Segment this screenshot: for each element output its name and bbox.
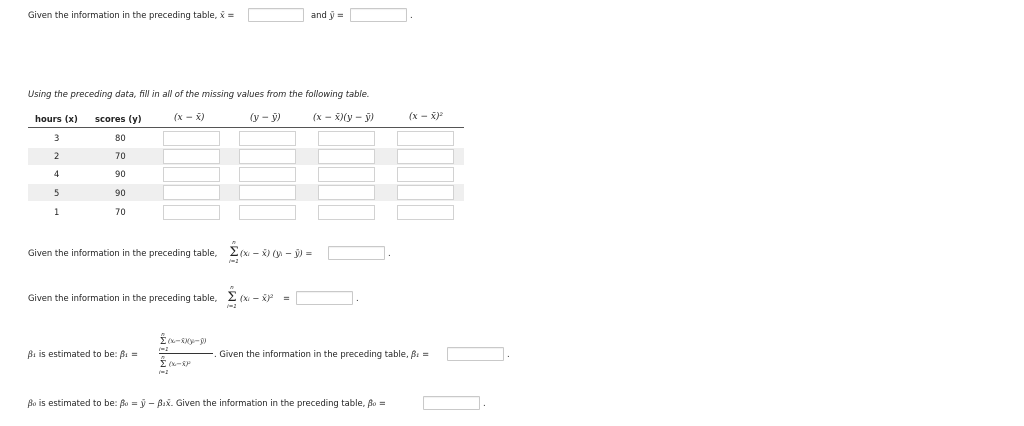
- q1-prefix: Given the information in the preceding table,: [28, 10, 218, 20]
- numerator-sigma: Σ: [159, 337, 167, 347]
- q1-equals-2: =: [336, 10, 344, 20]
- sum-products-input[interactable]: [328, 246, 385, 260]
- row5-x-dev-input[interactable]: [163, 205, 220, 220]
- fraction-bar: [159, 353, 213, 354]
- sum-squares-input[interactable]: [296, 291, 353, 305]
- q2-sigma-lower: i=1: [229, 259, 239, 265]
- q2-sigma-block: [229, 240, 239, 265]
- q4-equals-2: =: [422, 349, 430, 359]
- row5-product-input[interactable]: [318, 205, 375, 220]
- q5-equals: =: [378, 398, 386, 408]
- row2-y-dev-input[interactable]: [239, 149, 296, 164]
- q4-given: [214, 348, 429, 360]
- beta0-input[interactable]: [423, 396, 480, 410]
- q4-prompt: [28, 348, 138, 360]
- beta1-symbol: β₁: [28, 349, 37, 359]
- cell-score: 70: [115, 151, 126, 161]
- q5-given-text: Given the information in the preceding table,: [175, 398, 366, 408]
- header-scores: scores (y): [95, 114, 142, 124]
- q1-and: [311, 9, 344, 21]
- row4-x-dev-input[interactable]: [163, 185, 220, 200]
- q1-prompt: [28, 9, 234, 21]
- cell-score: 90: [115, 169, 126, 179]
- denominator-sigma-upper: n: [161, 355, 165, 361]
- q2-sigma: Σ: [229, 245, 239, 260]
- denominator-sigma: Σ: [159, 360, 167, 370]
- header-xy-product: (x − x̄)(y − ȳ): [313, 113, 374, 123]
- q3-sigma-lower: i=1: [227, 304, 237, 310]
- q3-sigma-block: [227, 285, 237, 310]
- header-hours: hours (x): [35, 114, 78, 124]
- q4-given-text: . Given the information in the preceding table,: [214, 349, 409, 359]
- q5-estimated-label: is estimated to be:: [38, 398, 118, 408]
- cell-score: 80: [115, 133, 126, 143]
- xbar-symbol: x̄: [219, 10, 225, 20]
- q2-sigma-upper: n: [232, 240, 236, 246]
- q5-prompt: [28, 397, 386, 409]
- row5-y-dev-input[interactable]: [239, 205, 296, 220]
- cell-hours: 4: [54, 169, 60, 179]
- ybar-symbol: ȳ: [329, 10, 335, 20]
- row2-x-dev-input[interactable]: [163, 149, 220, 164]
- table-instruction: Using the preceding data, fill in all of the missing values from the following table.: [28, 89, 370, 99]
- cell-score: 90: [115, 188, 126, 198]
- cell-score: 70: [115, 207, 126, 217]
- ybar-input[interactable]: [350, 8, 407, 22]
- numerator-sigma-lower: i=1: [159, 347, 169, 353]
- cell-hours: 3: [54, 133, 60, 143]
- row4-product-input[interactable]: [318, 185, 375, 200]
- beta1-hat-symbol-2: β̂₁: [411, 349, 420, 359]
- q4-period: .: [507, 349, 510, 359]
- row4-y-dev-input[interactable]: [239, 185, 296, 200]
- q3-period: .: [356, 293, 359, 303]
- row1-x-dev-squared-input[interactable]: [397, 131, 454, 146]
- row3-x-dev-squared-input[interactable]: [397, 167, 454, 182]
- xbar-input[interactable]: [248, 8, 304, 22]
- q3-sigma-upper: n: [230, 285, 234, 291]
- fraction-numerator: (xᵢ−x̄)(yᵢ−ȳ): [168, 337, 207, 345]
- q3-expression: (xᵢ − x̄)²: [240, 293, 274, 303]
- q3-equals: =: [283, 293, 291, 303]
- cell-hours: 5: [54, 188, 60, 198]
- header-divider: [28, 127, 464, 128]
- beta0-symbol: β₀: [28, 398, 37, 408]
- numerator-sigma-block: [159, 332, 167, 353]
- row3-y-dev-input[interactable]: [239, 167, 296, 182]
- q3-sigma: Σ: [227, 290, 237, 305]
- denominator-sigma-lower: i=1: [159, 370, 169, 376]
- row5-x-dev-squared-input[interactable]: [397, 205, 454, 220]
- q5-period: .: [483, 398, 486, 408]
- row1-x-dev-input[interactable]: [163, 131, 220, 146]
- header-x-dev: (x − x̄): [174, 113, 205, 123]
- row3-product-input[interactable]: [318, 167, 375, 182]
- row2-x-dev-squared-input[interactable]: [397, 149, 454, 164]
- q1-period: .: [410, 10, 413, 20]
- cell-hours: 2: [54, 151, 60, 161]
- row4-x-dev-squared-input[interactable]: [397, 185, 454, 200]
- q4-equals: =: [130, 349, 138, 359]
- beta1-hat-symbol: β̂₁: [120, 349, 129, 359]
- row3-x-dev-input[interactable]: [163, 167, 220, 182]
- header-y-dev: (y − ȳ): [250, 113, 281, 123]
- row1-y-dev-input[interactable]: [239, 131, 296, 146]
- fraction-denominator: (xᵢ−x̄)²: [169, 360, 191, 368]
- numerator-sigma-upper: n: [161, 332, 165, 338]
- beta0-formula: β̂₀ = ȳ − β̂₁x̄.: [120, 398, 174, 408]
- beta1-input[interactable]: [447, 347, 504, 361]
- denominator-sigma-block: [159, 355, 167, 376]
- cell-hours: 1: [54, 207, 60, 217]
- q2-period: .: [388, 248, 391, 258]
- header-x-dev-squared: (x − x̄)²: [409, 112, 444, 122]
- q1-and-label: and: [311, 10, 327, 20]
- q1-equals: =: [227, 10, 235, 20]
- q3-prefix: Given the information in the preceding table,: [28, 293, 218, 303]
- q2-expression: (xᵢ − x̄) (yᵢ − ȳ) =: [240, 248, 313, 258]
- q2-prefix: Given the information in the preceding table,: [28, 248, 218, 258]
- row1-product-input[interactable]: [318, 131, 375, 146]
- beta0-hat-symbol: β̂₀: [367, 398, 377, 408]
- q4-estimated-label: is estimated to be:: [38, 349, 118, 359]
- row2-product-input[interactable]: [318, 149, 375, 164]
